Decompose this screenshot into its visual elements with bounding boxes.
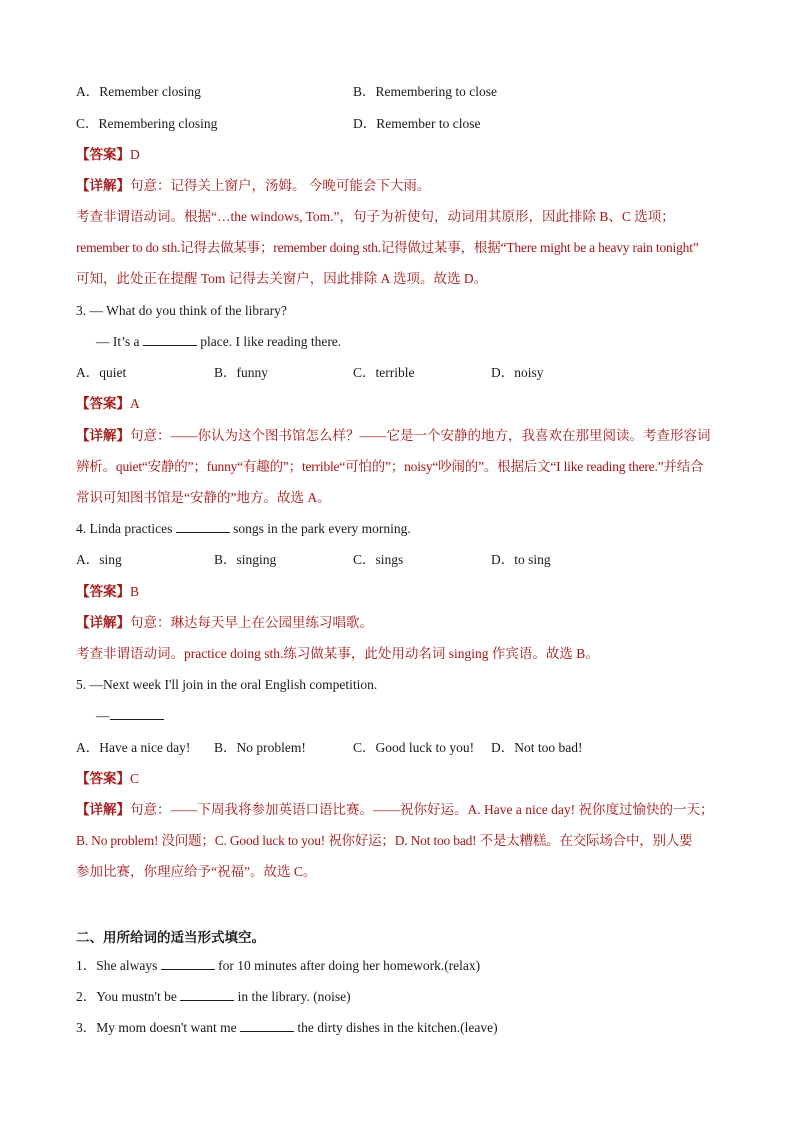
q5-blank xyxy=(110,707,164,720)
q4-option-d: D．to sing xyxy=(491,552,551,567)
q5-detail: 【详解】句意：——下周我将参加英语口语比赛。——祝你好运。A. Have a nice day! 祝你度过愉快的一天； xyxy=(76,802,714,817)
q3-detail-line2: 辨析。quiet“安静的”；funny“有趣的”；terrible“可怕的”；noisy“吵闹的”。根据后文“I like reading there.”并结合 xyxy=(76,459,704,474)
q3-detail-line3: 常识可知图书馆是“安静的”地方。故选 A。 xyxy=(76,490,331,505)
q4-detail: 【详解】句意：琳达每天早上在公园里练习唱歌。 xyxy=(76,615,373,630)
q2-option-a: A．Remember closing xyxy=(76,84,201,99)
q3-option-d: D．noisy xyxy=(491,365,544,380)
q4-answer: 【答案】B xyxy=(76,584,140,599)
fill-item-3: 3．My mom doesn't want me the dirty dishes in the kitchen.(leave) xyxy=(76,1020,498,1035)
q2-detail-line2: 考查非谓语动词。根据“…the windows, Tom.”，句子为祈使句，动词用其原形，因此排除 B、C 选项； xyxy=(76,209,675,224)
q3-option-b: B．funny xyxy=(214,365,268,380)
q2-option-d: D．Remember to close xyxy=(353,116,481,131)
q2-detail-line3: remember to do sth.记得去做某事；remember doing sth.记得做过某事，根据“There might be a heavy rain tonight” xyxy=(76,240,699,255)
q5-detail-line2: B. No problem! 没问题；C. Good luck to you! 祝你好运；D. Not too bad! 不是太糟糕。在交际场合中，别人要 xyxy=(76,833,693,848)
q4-blank xyxy=(176,520,230,533)
q5-option-a: A．Have a nice day! xyxy=(76,740,191,755)
fill-item-1: 1．She always for 10 minutes after doing her homework.(relax) xyxy=(76,958,481,973)
q5-stem: 5. —Next week I'll join in the oral English competition. xyxy=(76,677,378,692)
q4-detail-line2: 考查非谓语动词。practice doing sth.练习做某事，此处用动名词 singing 作宾语。故选 B。 xyxy=(76,646,599,661)
q5-answer: 【答案】C xyxy=(76,771,140,786)
q5-option-d: D．Not too bad! xyxy=(491,740,583,755)
q3-option-c: C．terrible xyxy=(353,365,415,380)
q4-option-a: A．sing xyxy=(76,552,122,567)
q3-stem-line2: — It’s a place. I like reading there. xyxy=(96,334,342,349)
q3-detail: 【详解】句意：——你认为这个图书馆怎么样？——它是一个安静的地方，我喜欢在那里阅读。考查形容词 xyxy=(76,428,711,443)
fill-blank-3 xyxy=(240,1019,294,1032)
q4-option-c: C．sings xyxy=(353,552,404,567)
q3-option-a: A．quiet xyxy=(76,365,127,380)
q5-detail-line3: 参加比赛，你理应给予“祝福”。故选 C。 xyxy=(76,864,317,879)
q2-detail: 【详解】句意：记得关上窗户，汤姆。 今晚可能会下大雨。 xyxy=(76,178,431,193)
q5-option-b: B．No problem! xyxy=(214,740,306,755)
fill-item-2: 2．You mustn't be in the library. (noise) xyxy=(76,989,351,1004)
fill-blank-2 xyxy=(180,988,234,1001)
q3-blank xyxy=(143,333,197,346)
q2-option-b: B．Remembering to close xyxy=(353,84,497,99)
q3-answer: 【答案】A xyxy=(76,396,140,411)
fill-blank-1 xyxy=(161,957,215,970)
q2-detail-line4: 可知，此处正在提醒 Tom 记得去关窗户，因此排除 A 选项。故选 D。 xyxy=(76,271,488,286)
q4-stem: 4. Linda practices songs in the park every morning. xyxy=(76,521,411,536)
q5-stem-line2: — xyxy=(96,707,164,725)
q3-stem: 3. — What do you think of the library? xyxy=(76,303,287,318)
section-title: 二、用所给词的适当形式填空。 xyxy=(76,930,265,945)
q2-answer: 【答案】D xyxy=(76,147,140,162)
q4-option-b: B．singing xyxy=(214,552,277,567)
q2-option-c: C．Remembering closing xyxy=(76,116,218,131)
q5-option-c: C．Good luck to you! xyxy=(353,740,475,755)
